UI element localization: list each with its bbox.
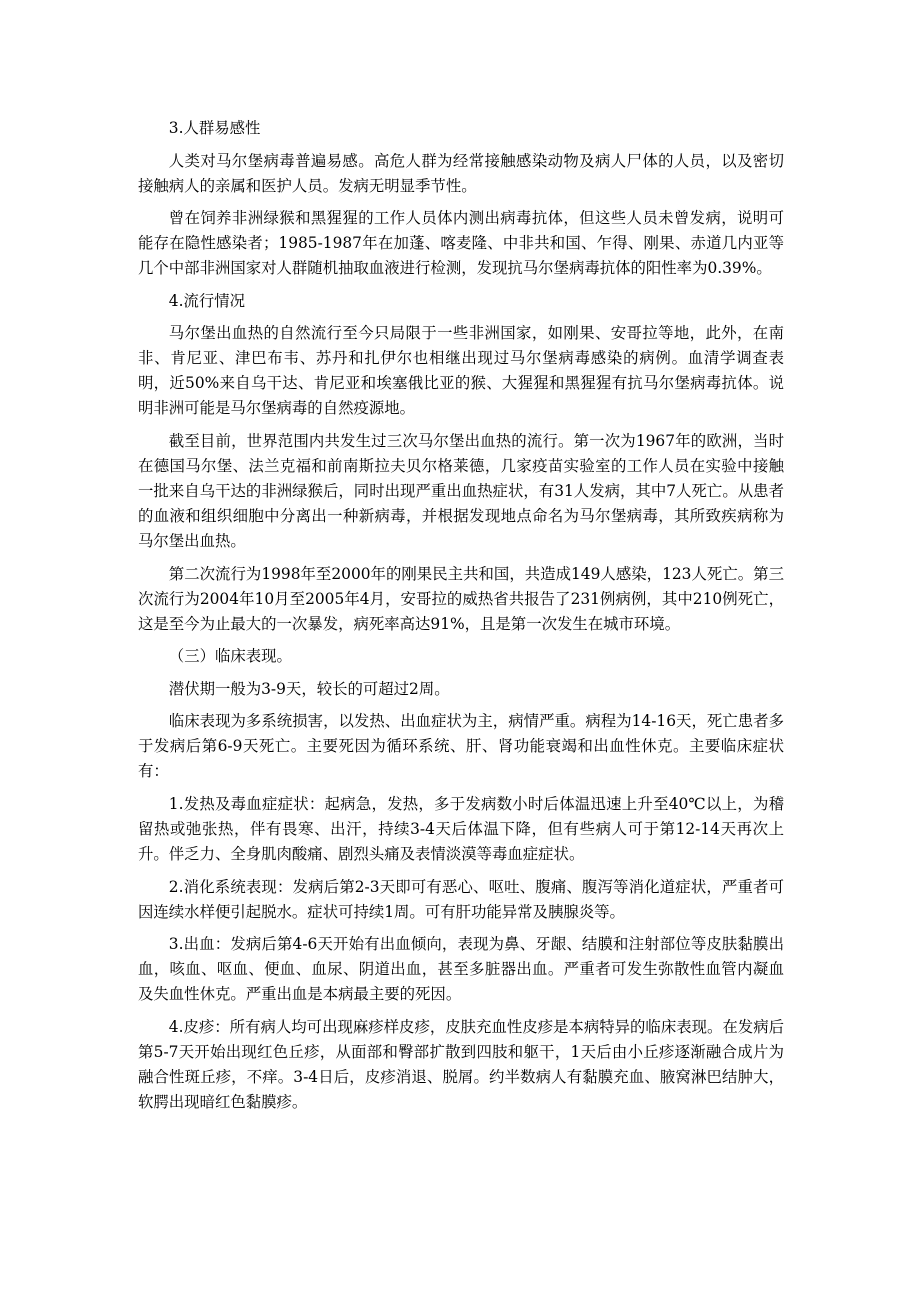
paragraph-susceptibility: 人类对马尔堡病毒普遍易感。高危人群为经常接触感染动物及病人尸体的人员，以及密切接触病人的亲属和医护人员。发病无明显季节性。 <box>138 151 784 195</box>
paragraph-first-outbreak: 截至目前，世界范围内共发生过三次马尔堡出血热的流行。第一次为1967年的欧洲，当时在德国马尔堡、法兰克福和前南斯拉夫贝尔格莱德，几家疫苗实验室的工作人员在实验中接触一批来自乌干达的非洲绿猴后，同时出现严重出血热症状，有31人发病，其中7人死亡。从患者的血液和组织细胞中分离出一种新病毒，并根据发现地点命名为马尔堡病毒，其所致疾病称为马尔堡出血热。 <box>138 431 784 550</box>
heading-epidemic-situation: 4.流行情况 <box>168 291 246 310</box>
paragraph-fever-symptoms: 1.发热及毒血症症状：起病急，发热，多于发病数小时后体温迅速上升至40℃以上，为稽留热或弛张热，伴有畏寒、出汗，持续3-4天后体温下降，但有些病人可于第12-14天再次上升。伴乏力、全身肌肉酸痛、剧烈头痛及表情淡漠等毒血症症状。 <box>138 794 784 863</box>
heading-population-susceptibility: 3.人群易感性 <box>168 119 261 137</box>
document-body <box>138 116 784 1115</box>
paragraph-latent-infection: 曾在饲养非洲绿猴和黑猩猩的工作人员体内测出病毒抗体，但这些人员未曾发病，说明可能存在隐性感染者；1985-1987年在加蓬、喀麦隆、中非共和国、乍得、刚果、赤道几内亚等几个中部非洲国家对人群随机抽取血液进行检测，发现抗马尔堡病毒抗体的阳性率为0.39%。 <box>138 209 784 278</box>
paragraph-second-third-outbreak: 第二次流行为1998年至2000年的刚果民主共和国，共造成149人感染，123人死亡。第三次流行为2004年10月至2005年4月，安哥拉的威热省共报告了231例病例，其中210例死亡，这是至今为止最大的一次暴发，病死率高达91%，且是第一次发生在城市环境。 <box>138 564 784 633</box>
paragraph-incubation-period: 潜伏期一般为3-9天，较长的可超过2周。 <box>168 679 450 698</box>
paragraph-bleeding: 3.出血：发病后第4-6天开始有出血倾向，表现为鼻、牙龈、结膜和注射部位等皮肤黏膜出血，咳血、呕血、便血、血尿、阴道出血，甚至多脏器出血。严重者可发生弥散性血管内凝血及失血性休克。严重出血是本病最主要的死因。 <box>138 935 784 1004</box>
paragraph-clinical-overview: 临床表现为多系统损害，以发热、出血症状为主，病情严重。病程为14-16天，死亡患者多于发病后第6-9天死亡。主要死因为循环系统、肝、肾功能衰竭和出血性休克。主要临床症状有： <box>138 712 784 781</box>
paragraph-natural-epidemic: 马尔堡出血热的自然流行至今只局限于一些非洲国家，如刚果、安哥拉等地，此外，在南非、肯尼亚、津巴布韦、苏丹和扎伊尔也相继出现过马尔堡病毒感染的病例。血清学调查表明，近50%来自乌干达、肯尼亚和埃塞俄比亚的猴、大猩猩和黑猩猩有抗马尔堡病毒抗体。说明非洲可能是马尔堡病毒的自然疫源地。 <box>138 324 784 418</box>
paragraph-digestive-symptoms: 2.消化系统表现：发病后第2-3天即可有恶心、呕吐、腹痛、腹泻等消化道症状，严重者可因连续水样便引起脱水。症状可持续1周。可有肝功能异常及胰腺炎等。 <box>138 877 784 921</box>
paragraph-rash: 4.皮疹：所有病人均可出现麻疹样皮疹，皮肤充血性皮疹是本病特异的临床表现。在发病后第5-7天开始出现红色丘疹，从面部和臀部扩散到四肢和躯干，1天后由小丘疹逐渐融合成片为融合性斑丘疹，不痒。3-4日后，皮疹消退、脱屑。约半数病人有黏膜充血、腋窝淋巴结肿大，软腭出现暗红色黏膜疹。 <box>138 1017 784 1111</box>
heading-clinical-manifestations: （三）临床表现。 <box>168 647 292 666</box>
